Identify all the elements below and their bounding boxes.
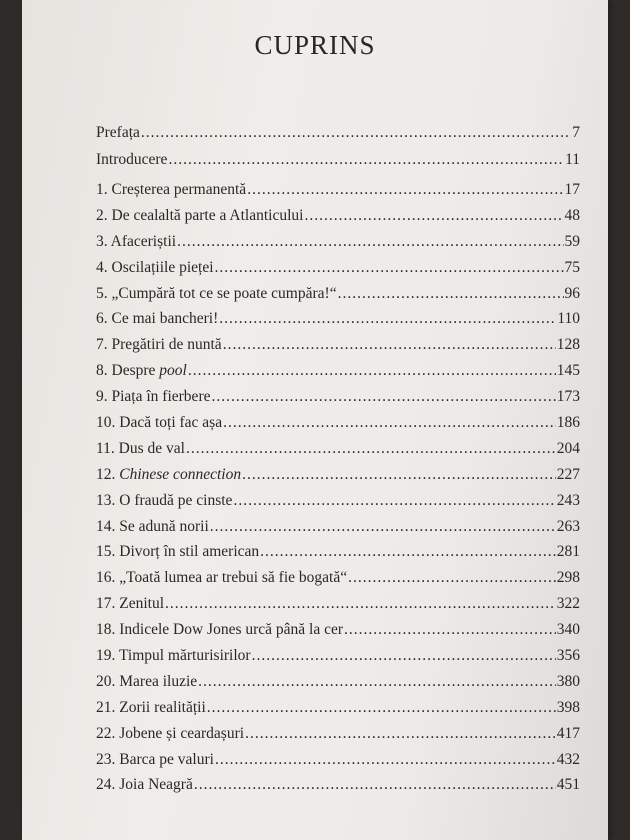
dot-leader (215, 255, 564, 281)
toc-entry-label: 10. Dacă toți fac așa (96, 414, 223, 432)
toc-entry-page: 48 (564, 206, 580, 224)
toc-entry-6 (96, 306, 580, 332)
toc-entry-page: 451 (556, 776, 580, 794)
dot-leader (348, 565, 556, 591)
toc-entry-16 (96, 565, 580, 591)
toc-entry-1 (96, 177, 580, 203)
toc-entry-label: 2. De cealaltă parte a Atlanticului (96, 206, 304, 224)
dot-leader (219, 306, 556, 332)
toc-entry-label: 3. Afaceriștii (96, 232, 177, 250)
toc-entry-7 (96, 332, 580, 358)
dot-leader (233, 488, 555, 514)
toc-entry-page: 75 (564, 258, 580, 276)
toc-entry-label: 24. Joia Neagră (96, 776, 193, 794)
toc-entry-label-prefix: 12. (96, 465, 120, 483)
toc-entry-12 (96, 462, 580, 488)
dot-leader (194, 772, 556, 798)
toc-entry-17 (96, 591, 580, 617)
dot-leader (304, 203, 563, 229)
dot-leader (247, 177, 563, 203)
toc-entry-22 (96, 721, 580, 747)
toc-entry-page: 398 (556, 698, 580, 716)
toc-entry-page: 227 (556, 465, 580, 483)
toc-entry-label: Introducere (96, 151, 168, 168)
toc-entry-9 (96, 384, 580, 410)
toc-entry-label: Prefața (96, 124, 140, 141)
toc-entry-page: 96 (564, 284, 580, 302)
toc-entry-page: 173 (556, 388, 580, 406)
toc-entry-21 (96, 695, 580, 721)
toc-entry-label: 4. Oscilațiile pieței (96, 258, 214, 276)
toc-entry-24 (96, 772, 580, 798)
toc-entry-19 (96, 643, 580, 669)
toc-entry-page: 432 (556, 750, 580, 768)
toc-entry-page: 340 (556, 621, 580, 639)
book-page (22, 0, 608, 840)
toc-entry-page: 281 (556, 543, 580, 561)
toc-entry-label: 18. Indicele Dow Jones urcă până la cer (96, 621, 344, 639)
toc-entry-page: 322 (556, 595, 580, 613)
toc-entry-2 (96, 203, 580, 229)
dot-leader (223, 332, 556, 358)
dot-leader (215, 747, 556, 773)
toc-entry-page: 263 (556, 517, 580, 535)
dot-leader (211, 384, 555, 410)
toc-entry-label: 11. Dus de val (96, 439, 185, 457)
toc-entry-13 (96, 488, 580, 514)
toc-entry-page: 356 (556, 647, 580, 665)
dot-leader (198, 669, 556, 695)
toc-entry-label: 14. Se adună norii (96, 517, 209, 535)
toc-entry-11 (96, 436, 580, 462)
toc-entry-label: 22. Jobene și ceardașuri (96, 724, 245, 742)
toc-entry-page: 128 (556, 336, 580, 354)
toc-entry-label: 20. Marea iluzie (96, 672, 198, 690)
toc-entry-label: 13. O fraudă pe cinste (96, 491, 233, 509)
toc-entry-label-prefix: 8. Despre (96, 362, 160, 380)
toc-entry-label-italic: Chinese connection (119, 465, 242, 483)
dot-leader (260, 539, 556, 565)
dot-leader (188, 358, 556, 384)
toc-entry-3 (96, 229, 580, 255)
dot-leader (165, 591, 556, 617)
toc-entry-page: 145 (556, 362, 580, 380)
toc-entry-label: 7. Pregătiri de nuntă (96, 336, 222, 354)
toc-entry-label-italic: pool (159, 362, 187, 380)
dot-leader (210, 514, 556, 540)
toc-entry-label (96, 462, 241, 488)
toc-entry-23 (96, 747, 580, 773)
page-title: CUPRINS (254, 30, 376, 60)
dot-leader (338, 281, 564, 307)
dot-leader (168, 146, 564, 173)
dot-leader (223, 410, 556, 436)
toc-entry-label: 16. „Toată lumea ar trebui să fie bogată“ (96, 569, 348, 587)
toc-entry-label: 23. Barca pe valuri (96, 750, 214, 768)
dot-leader (177, 229, 563, 255)
toc-entry-label: 17. Zenitul (96, 595, 165, 613)
toc-entry-page: 243 (556, 491, 580, 509)
toc-entry-page: 59 (564, 232, 580, 250)
toc-entry-8 (96, 358, 580, 384)
toc-entry-4 (96, 255, 580, 281)
toc-entry-page: 11 (565, 151, 580, 168)
toc-entry-15 (96, 539, 580, 565)
dot-leader (245, 721, 556, 747)
dot-leader (252, 643, 556, 669)
dot-leader (207, 695, 556, 721)
toc-entry-14 (96, 514, 580, 540)
toc-entry-20 (96, 669, 580, 695)
toc-entry-label: 1. Creșterea permanentă (96, 181, 247, 198)
toc-entry-label: 21. Zorii realității (96, 698, 206, 716)
toc-entry-18 (96, 617, 580, 643)
toc-entry-page: 298 (556, 569, 580, 587)
toc-entry-page: 7 (572, 124, 580, 141)
toc-entry-label: 19. Timpul mărturisirilor (96, 647, 251, 665)
dot-leader (141, 119, 571, 146)
toc-entry-10 (96, 410, 580, 436)
dot-leader (186, 436, 556, 462)
toc-entry-label (96, 358, 187, 384)
toc-entry-5 (96, 281, 580, 307)
toc-entry-page: 417 (556, 724, 580, 742)
dot-leader (242, 462, 556, 488)
toc-entry-label: 5. „Cumpără tot ce se poate cumpăra!“ (96, 284, 337, 302)
toc-entry-prefata (96, 119, 580, 146)
toc-entry-page: 204 (556, 439, 580, 457)
toc-entry-page: 380 (556, 672, 580, 690)
table-of-contents (96, 119, 580, 798)
toc-entry-label: 6. Ce mai bancheri! (96, 310, 219, 328)
toc-entry-page: 110 (557, 310, 580, 328)
toc-entry-introducere (96, 146, 580, 173)
toc-entry-page: 17 (564, 181, 580, 198)
toc-entry-label: 9. Piața în fierbere (96, 388, 211, 406)
toc-entry-page: 186 (556, 414, 580, 432)
dot-leader (344, 617, 556, 643)
toc-entry-label: 15. Divorț în stil american (96, 543, 260, 561)
